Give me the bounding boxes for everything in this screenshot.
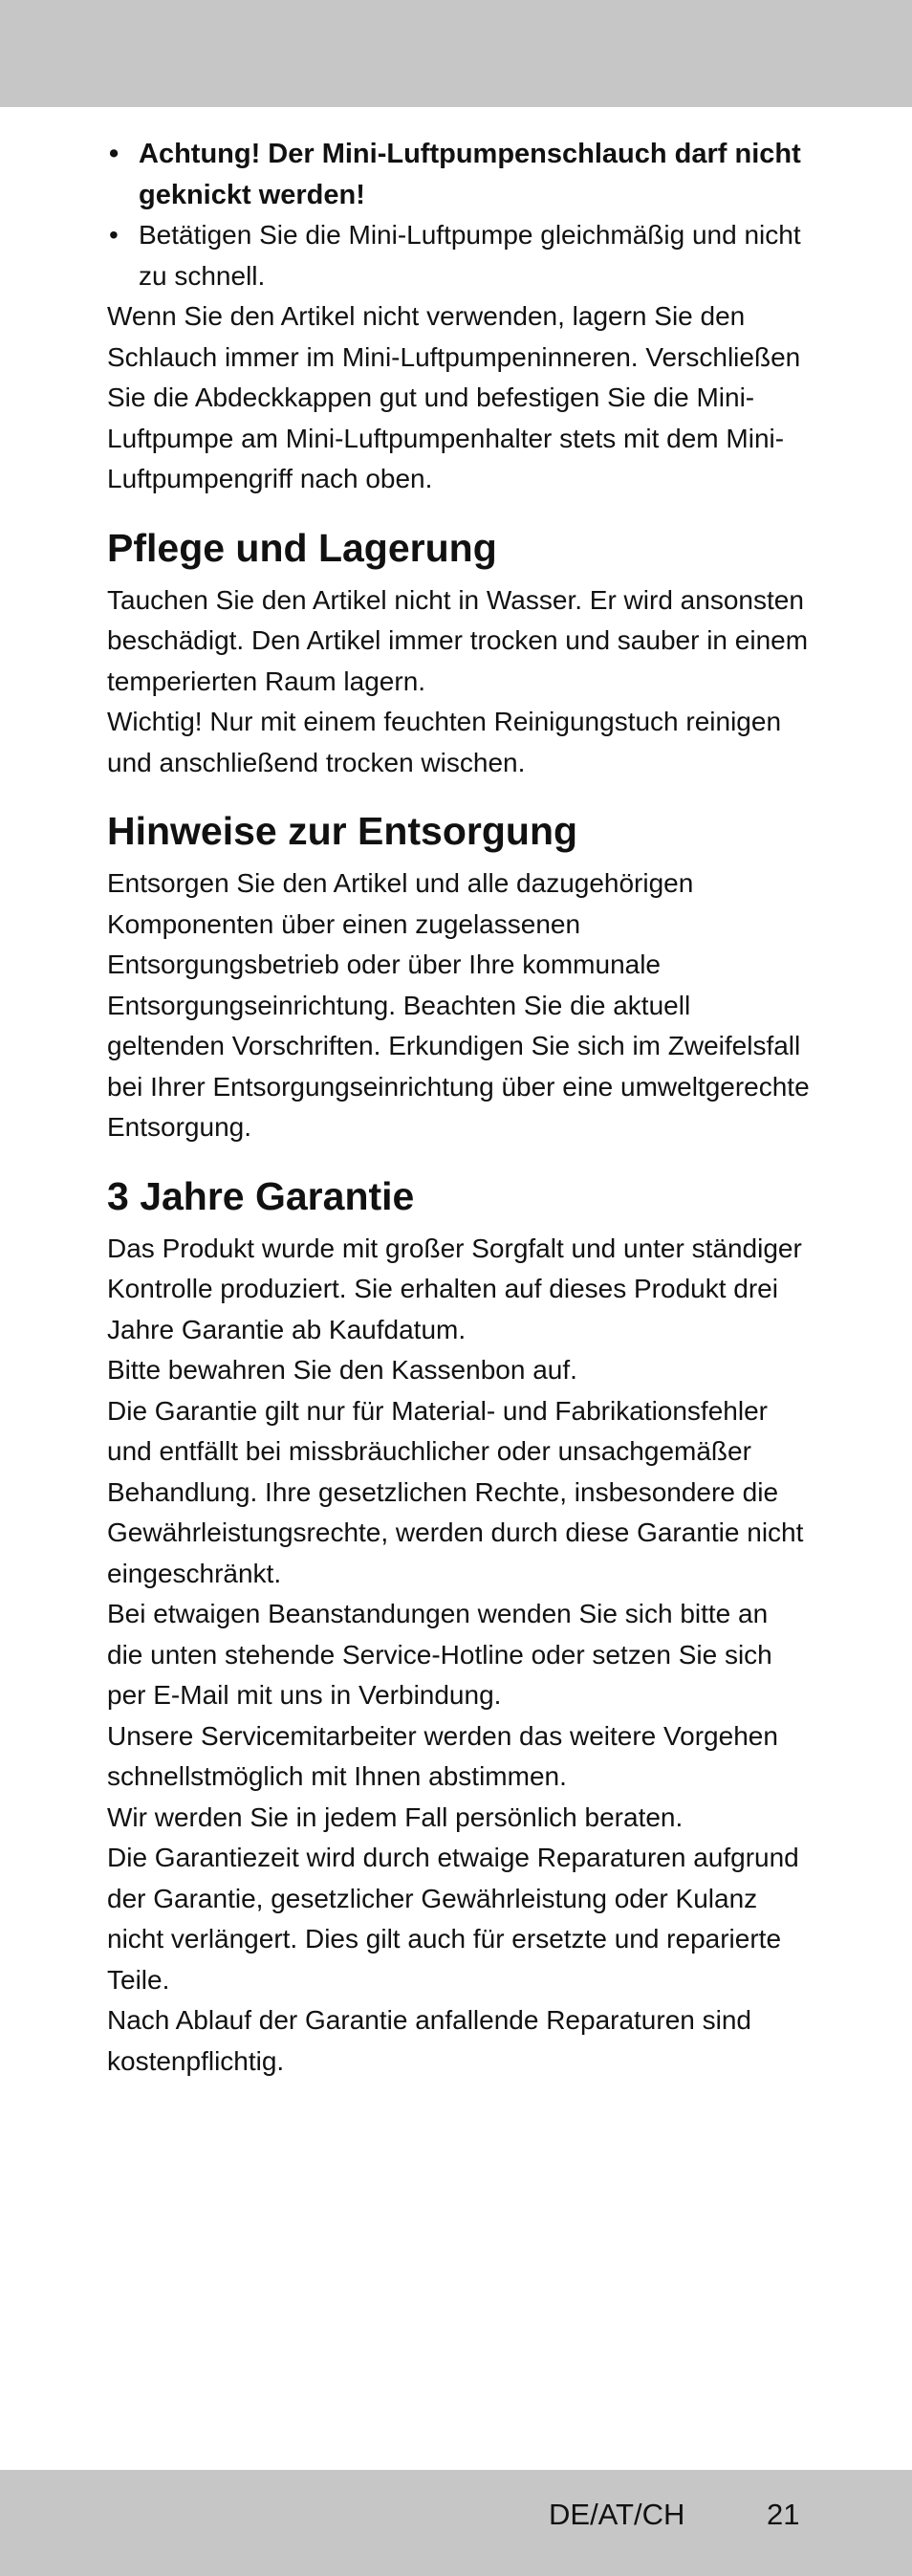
bullet-dot-icon: • — [109, 220, 119, 250]
section-title-warranty: 3 Jahre Garantie — [107, 1173, 415, 1218]
storage-paragraph: Wenn Sie den Artikel nicht verwenden, lagern Sie den Schlauch immer im Mini-Luftpumpeninneren. Verschließen Sie die Abdeckkappen gut und befestigen Sie die Mini-Luftpumpe am Mini-Luftpumpenhalter stets mit dem Mini-Luftpumpengriff nach oben. — [107, 301, 801, 493]
footer-region-label: DE/AT/CH — [549, 2498, 685, 2531]
paragraph: Die Garantiezeit wird durch etwaige Reparaturen aufgrund der Garantie, gesetzlicher Gewährleistung oder Kulanz nicht verlängert. Dies gilt auch für ersetzte und reparierte Teile. — [107, 1843, 799, 1995]
page-content — [107, 134, 810, 2082]
paragraph: Die Garantie gilt nur für Material- und Fabrikationsfehler und entfällt bei missbräuchlicher oder unsachgemäßer Behandlung. Ihre gesetzlichen Rechte, insbesondere die Gewährleistungsrechte, werden durch diese Garantie nicht eingeschränkt. — [107, 1395, 804, 1588]
paragraph: Wichtig! Nur mit einem feuchten Reinigungstuch reinigen und anschließend trocken wischen. — [107, 707, 782, 777]
paragraph: Unsere Servicemitarbeiter werden das weitere Vorgehen schnellstmöglich mit Ihnen abstimmen. — [107, 1720, 778, 1791]
bullet-dot-icon: • — [109, 139, 119, 169]
header-band — [0, 0, 912, 107]
paragraph: Wir werden Sie in jedem Fall persönlich beraten. — [107, 1801, 684, 1832]
bullet-text: Betätigen Sie die Mini-Luftpumpe gleichmäßig und nicht zu schnell. — [139, 220, 801, 291]
paragraph: Bei etwaigen Beanstandungen wenden Sie sich bitte an die unten stehende Service-Hotline oder setzen Sie sich per E-Mail mit uns in Verbindung. — [107, 1599, 772, 1710]
page-number: 21 — [767, 2498, 800, 2531]
paragraph: Nach Ablauf der Garantie anfallende Reparaturen sind kostenpflichtig. — [107, 2005, 751, 2076]
paragraph: Bitte bewahren Sie den Kassenbon auf. — [107, 1355, 577, 1385]
bullet-list — [107, 134, 810, 296]
section-title-disposal: Hinweise zur Entsorgung — [107, 809, 578, 853]
paragraph: Das Produkt wurde mit großer Sorgfalt und unter ständiger Kontrolle produziert. Sie erhalten auf dieses Produkt drei Jahre Garantie ab Kaufdatum. — [107, 1233, 802, 1344]
bullet-warning — [107, 134, 810, 215]
paragraph: Tauchen Sie den Artikel nicht in Wasser. Er wird ansonsten beschädigt. Den Artikel immer trocken und sauber in einem temperierten Raum lagern. — [107, 584, 809, 696]
bullet-text: Achtung! Der Mini-Luftpumpenschlauch darf nicht geknickt werden! — [139, 139, 801, 210]
paragraph: Entsorgen Sie den Artikel und alle dazugehörigen Komponenten über einen zugelassenen Entsorgungsbetrieb oder über Ihre kommunale Entsorgungseinrichtung. Beachten Sie die aktuell geltenden Vorschriften. Erkundigen Sie sich im Zweifelsfall bei Ihrer Entsorgungseinrichtung über eine umweltgerechte Entsorgung. — [107, 868, 810, 1142]
bullet-operation — [107, 215, 810, 296]
section-title-care: Pflege und Lagerung — [107, 525, 497, 570]
